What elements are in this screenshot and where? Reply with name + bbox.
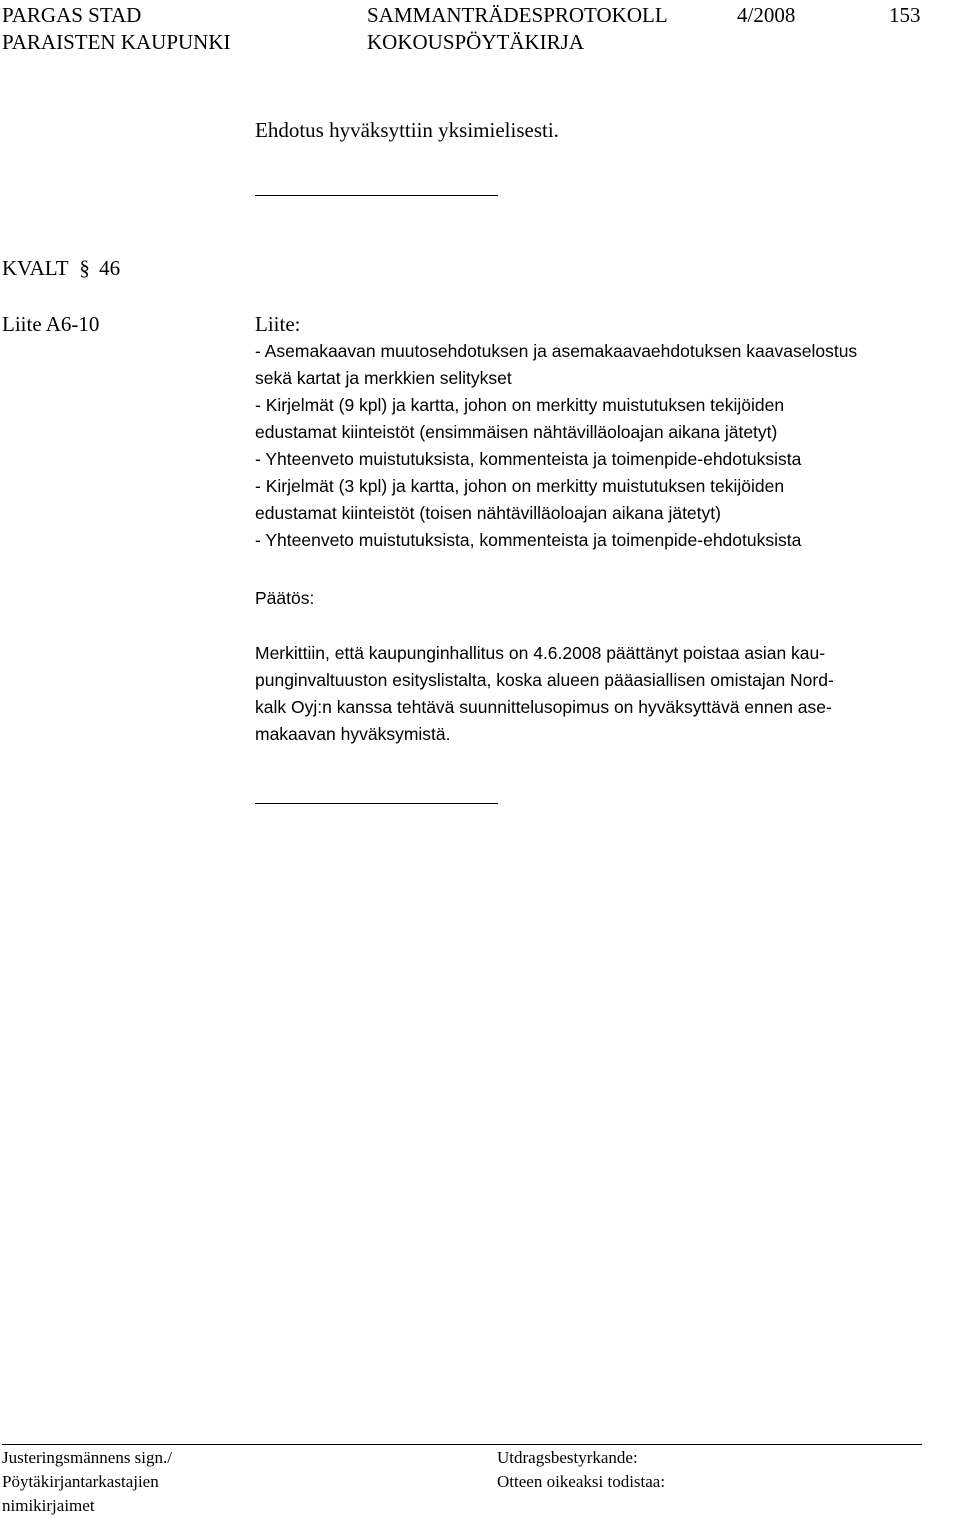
decision-line: punginvaltuuston esityslistalta, koska alueen pääasiallisen omistajan Nord-	[255, 670, 834, 690]
header-org-finnish: PARAISTEN KAUPUNKI	[2, 30, 231, 54]
decision-line: kalk Oyj:n kanssa tehtävä suunnittelusopimus on hyväksyttävä ennen ase-	[255, 697, 832, 717]
footer-signature-label-swedish: Justeringsmännens sign./	[2, 1448, 172, 1467]
footer-right	[497, 1446, 665, 1494]
header-doc-type-finnish: KOKOUSPÖYTÄKIRJA	[367, 30, 585, 54]
previous-section-text: Ehdotus hyväksyttiin yksimielisesti.	[255, 118, 559, 142]
attachment-line: - Kirjelmät (9 kpl) ja kartta, johon on merkitty muistutuksen tekijöiden	[255, 395, 785, 415]
paragraph-symbol: §	[79, 256, 90, 280]
footer-certification-swedish: Utdragsbestyrkande:	[497, 1448, 638, 1467]
section-divider-top	[255, 195, 498, 196]
decision-line: Merkittiin, että kaupunginhallitus on 4.6.2008 päättänyt poistaa asian kau-	[255, 643, 826, 663]
attachment-line: edustamat kiinteistöt (ensimmäisen nähtävilläoloajan aikana jätetyt)	[255, 422, 778, 442]
attachment-line: - Kirjelmät (3 kpl) ja kartta, johon on merkitty muistutuksen tekijöiden	[255, 476, 785, 496]
attachment-line: sekä kartat ja merkkien selitykset	[255, 368, 512, 388]
header-doc-type-swedish: SAMMANTRÄDESPROTOKOLL	[367, 3, 668, 27]
footer-left	[2, 1446, 172, 1518]
attachments-list	[255, 338, 955, 554]
attachment-reference: Liite A6-10	[2, 312, 100, 336]
decision-line: makaavan hyväksymistä.	[255, 724, 451, 744]
footer-signature-label-finnish-2: nimikirjaimet	[2, 1496, 95, 1515]
header-issue: 4/2008	[737, 3, 796, 27]
attachment-line: - Asemakaavan muutosehdotuksen ja asemakaavaehdotuksen kaavaselostus	[255, 341, 858, 361]
footer-certification-finnish: Otteen oikeaksi todistaa:	[497, 1472, 666, 1491]
decision-text	[255, 640, 955, 748]
header-page-number: 153	[889, 3, 921, 27]
attachment-line: - Yhteenveto muistutuksista, kommenteista ja toimenpide-ehdotuksista	[255, 449, 802, 469]
attachments-heading: Liite:	[255, 312, 301, 336]
footer-rule	[2, 1444, 922, 1445]
section-number: 46	[99, 256, 121, 280]
attachment-line: edustamat kiinteistöt (toisen nähtävilläoloajan aikana jätetyt)	[255, 503, 721, 523]
section-heading	[2, 255, 120, 282]
decision-heading: Päätös:	[255, 588, 315, 608]
footer-signature-label-finnish: Pöytäkirjantarkastajien	[2, 1472, 159, 1491]
header-org-swedish: PARGAS STAD	[2, 3, 142, 27]
section-divider-bottom	[255, 803, 498, 804]
section-code: KVALT	[2, 256, 69, 280]
attachment-line: - Yhteenveto muistutuksista, kommenteista ja toimenpide-ehdotuksista	[255, 530, 802, 550]
